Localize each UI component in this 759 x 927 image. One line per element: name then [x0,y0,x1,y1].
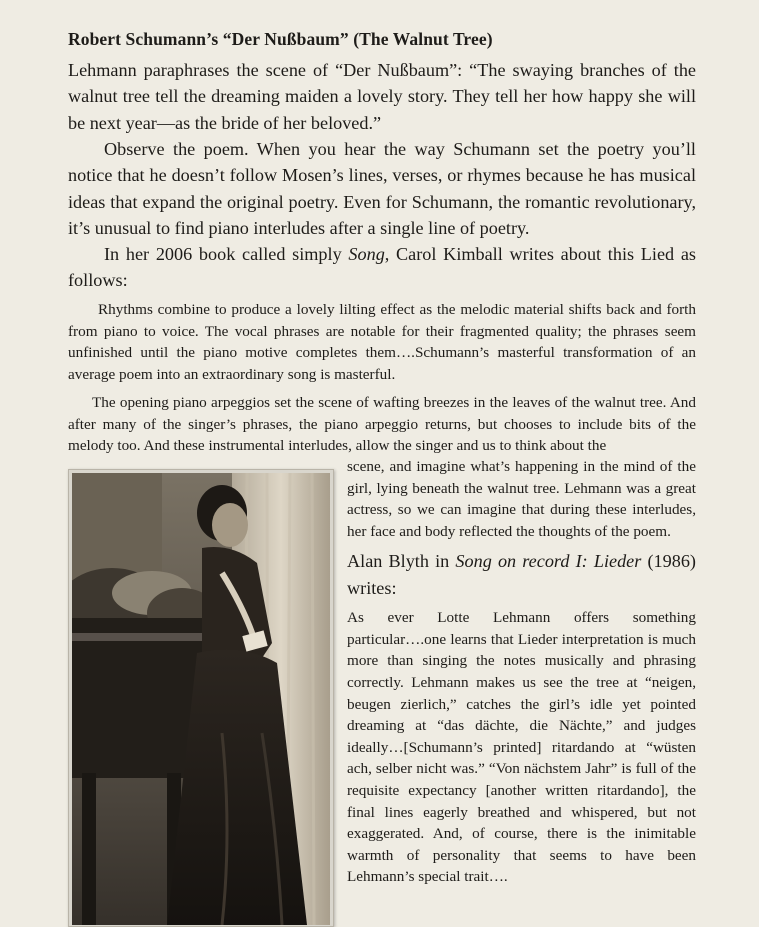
paragraph-arpeggios: The opening piano arpeggios set the scene of wafting breezes in the leaves of the walnut tree. And after many of the singer’s phrases, the piano arpeggio returns, but chooses to include bits of the melody too. And these instrumental interludes, allow the singer and us to think about the [68,394,696,455]
quote-blyth: As ever Lotte Lehmann offers something particular….one learns that Lieder interpretation is much more than singing the notes musically and phrasing correctly. Lehmann makes us see the tree at “neigen, beugen zierlich,” catches the girl’s idle yet pointed dreaming at “das dächte, die Nächte,” and judges ideally…[Schumann’s printed] ritardando at “wüsten ach, selber nicht was.” “Von nächstem Jahr” is full of the requisite expectancy [another written ritardando], the final lines eagerly breathed and whispered, but not exaggerated. And, of course, there is the inimitable warmth of personality that seems to have been Lehmann’s special trait…. [347,609,696,886]
lehmann-photo-frame [68,469,334,927]
book-title-song: Song [348,244,385,264]
title-main: Robert Schumann’s “Der Nußbaum” [68,29,349,49]
book-title-song-on-record: Song on record I: Lieder [455,551,642,572]
paragraph-observe: Observe the poem. When you hear the way Schumann set the poetry you’ll notice that he doesn’t follow Mosen’s lines, verses, or rhymes because he has musical ideas that expand the original poetry. Even for Schumann, the romantic revolutionary, it’s unusual to find piano interludes after a single line of poetry. [68,139,696,239]
title-paren: (The Walnut Tree) [348,29,493,49]
paragraph-kimball: In her 2006 book called simply Song, Carol Kimball writes about this Lied as follows: [68,244,697,291]
paragraph-arpeggios-continued: scene, and imagine what’s happening in the mind of the girl, lying beneath the walnut tree. Lehmann was a great actress, so we can imagine that during these interludes, her face and body reflected the thoughts of the poem. [347,458,696,540]
paragraph-intro: Lehmann paraphrases the scene of “Der Nußbaum”: “The swaying branches of the walnut tree tell the dreaming maiden a lovely story. They tell her how happy she will be next year—as the bride of her beloved.” [68,60,696,133]
right-column [347,456,696,888]
page-title [68,29,493,50]
quote-kimball: Rhythms combine to produce a lovely lilting effect as the melodic material shifts back and forth from piano to voice. The vocal phrases are notable for their fragmented quality; the phrases seem unfinished until the piano motive completes them….Schumann’s masterful transformation of an average poem into an extraordinary song is masterful. [68,301,696,383]
lehmann-photo [72,473,330,925]
paragraph-blyth: Alan Blyth in Song on record I: Lieder (1986) writes: [347,551,696,598]
